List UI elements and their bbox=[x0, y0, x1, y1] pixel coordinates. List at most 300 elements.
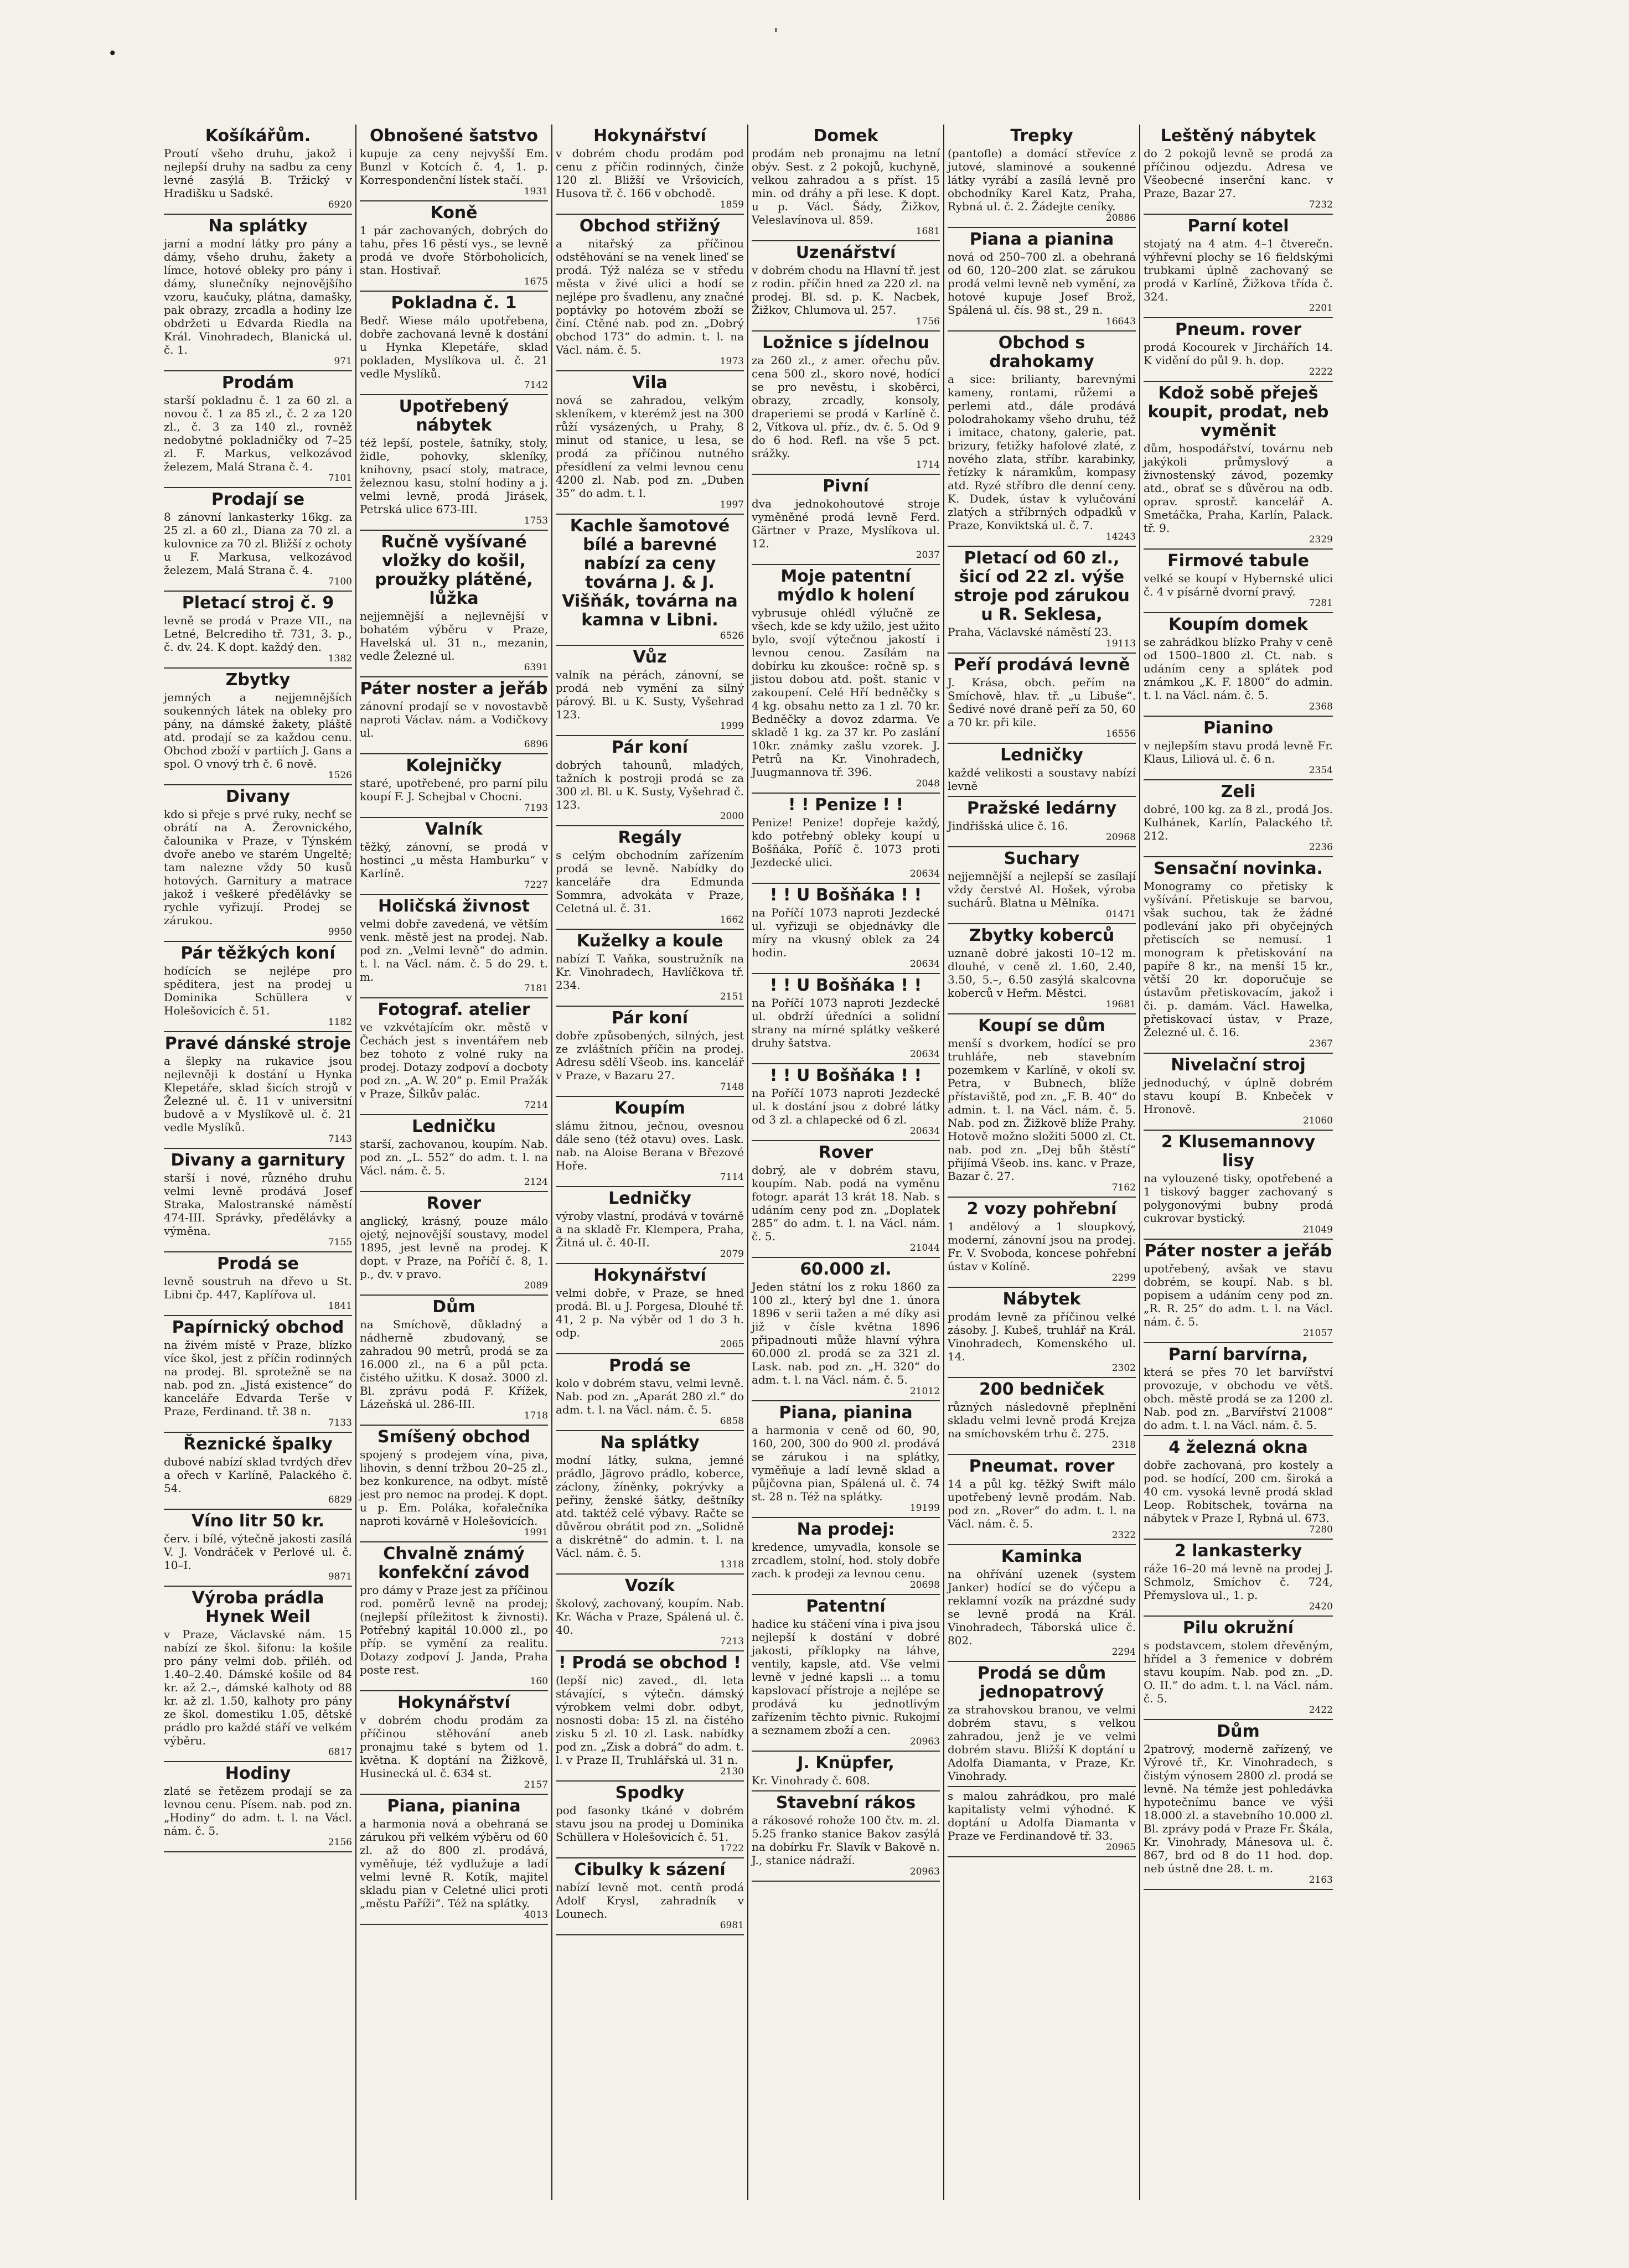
classified-ad bbox=[556, 1575, 744, 1651]
ad-number: 2354 bbox=[1309, 765, 1333, 776]
ad-body: slámu žitnou, ječnou, ovesnou dále seno (též otavu) oves. Lask. nab. na Aloise Berana v Březové Hoře. bbox=[556, 1119, 744, 1172]
ad-number: 6391 bbox=[524, 662, 548, 673]
ad-number: 2130 bbox=[720, 1766, 744, 1777]
ad-title: 200 bedniček bbox=[979, 1380, 1105, 1399]
ad-body: 1 pár zachovaných, dobrých do tahu, přes 16 pěstí vys., se levně prodá ve dvoře Störboholicích, stan. Hostivař. bbox=[360, 224, 548, 277]
ad-title: Pianino bbox=[1203, 718, 1274, 738]
ad-number: 7148 bbox=[720, 1081, 744, 1092]
classified-ad bbox=[164, 125, 352, 215]
ad-title: Obchod střižný bbox=[579, 216, 721, 236]
ad-title: 2 lankasterky bbox=[1174, 1541, 1302, 1561]
ad-title: Upotřebený nábytek bbox=[399, 397, 509, 435]
ad-number: 2299 bbox=[1111, 1272, 1136, 1283]
ad-number: 1675 bbox=[524, 276, 548, 287]
ad-title: Na splátky bbox=[208, 216, 308, 236]
classified-ad bbox=[556, 125, 744, 215]
ad-title: Víno litr 50 kr. bbox=[191, 1511, 325, 1531]
ad-columns bbox=[161, 125, 1533, 2200]
classified-ad bbox=[752, 1064, 940, 1141]
ad-title: Firmové tabule bbox=[1167, 551, 1309, 571]
ad-title: 60.000 zl. bbox=[800, 1260, 892, 1279]
classified-ad bbox=[948, 1455, 1136, 1545]
ad-number: 2422 bbox=[1309, 1705, 1333, 1716]
ad-body: na Smíchově, důkladný a nádherně zbudovaný, se zahradou 90 metrů, prodá se za 16.000 zl., na 6 a půl pcta. čistého užitku. K dosaž. 3000 zl. Bl. zprávu podá F. Křížek, Lázeňská ul. 286-III. bbox=[360, 1318, 548, 1411]
ad-title: Kdož sobě přeješ koupit, prodat, neb vyměnit bbox=[1147, 384, 1329, 441]
classified-ad bbox=[948, 1198, 1136, 1288]
classified-ad bbox=[1144, 550, 1333, 613]
ad-title: Prodá se dům jednopatrový bbox=[977, 1664, 1106, 1702]
ad-title: Prodají se bbox=[211, 490, 305, 509]
ad-number: 2236 bbox=[1309, 842, 1333, 853]
classified-ad bbox=[1144, 780, 1333, 857]
ad-body: (pantofle) a domácí střevíce z jutové, slaminové a soukenné látky vyrábí a zasílá levně pro obchodníky Karel Katz, Praha, Rybná ul. č. 2. Žádejte ceníky. bbox=[948, 147, 1136, 213]
ad-body: ráže 16–20 má levně na prodej J. Schmolz, Smíchov č. 724, Přemyslova ul., 1. p. bbox=[1144, 1562, 1333, 1602]
classified-ad bbox=[164, 785, 352, 942]
classified-ad bbox=[556, 1007, 744, 1097]
ad-number: 7213 bbox=[720, 1636, 744, 1647]
ad-body: dobré, 100 kg. za 8 zl., prodá Jos. Kulhánek, Karlín, Palackého tř. 212. bbox=[1144, 802, 1333, 842]
classified-ad bbox=[752, 884, 940, 974]
classified-ad bbox=[1144, 857, 1333, 1054]
ad-body: levně soustruh na dřevo u St. Libni čp. 447, Kaplířova ul. bbox=[164, 1275, 352, 1301]
ad-body: zlaté se řetězem prodají se za levnou cenu. Písem. nab. pod zn. „Hodiny“ do adm. t. l. na Václ. nám. č. 5. bbox=[164, 1784, 352, 1837]
ad-title: ! ! U Bošňáka ! ! bbox=[769, 1066, 922, 1085]
ad-body: různých následovně přeplnění skladu velmi levně prodá Krejza na smíchovském trhu č. 275. bbox=[948, 1400, 1136, 1440]
ad-number: 2163 bbox=[1309, 1875, 1333, 1886]
ad-number: 7227 bbox=[524, 879, 548, 890]
classified-ad bbox=[948, 847, 1136, 924]
ad-body: za 260 zl., z amer. ořechu pův. cena 500 zl., skoro nové, hodící se pro nevěstu, i skoběrci, obrazy, zrcadly, konsoly, draperiemi se prodá v Karlíně č. 2, Vítkova ul. příz., dv. č. 5. Od 9 do 6 hod. Refl. na vše 5 pct. srážky. bbox=[752, 354, 940, 460]
ad-number: 6896 bbox=[524, 739, 548, 750]
ad-number: 2037 bbox=[916, 550, 940, 561]
ad-number: 20886 bbox=[1105, 213, 1136, 224]
classified-ad bbox=[752, 1791, 940, 1882]
ad-body: pro dámy v Praze jest za příčinou rod. poměrů levně na prodej; (nejlepší příležitost k živnosti). Potřebný kapitál 10.000 zl., po příp. se vymění za realitu. Dotazy zodpoví J. Janda, Praha poste rest. bbox=[360, 1583, 548, 1676]
ad-body: a harmonia v ceně od 60, 90, 160, 200, 300 do 900 zl. prodává se zárukou i na splátky, vyměňuje a ladí levně sklad a půjčovna pian, Spálená ul. č. 74 st. 28 n. Též na splátky. bbox=[752, 1423, 940, 1503]
ad-body: starší i nové, různého druhu velmi levně prodává Josef Straka, Malostranské náměstí 474-III. Správky, předělávky a výměna. bbox=[164, 1171, 352, 1237]
ad-title: Patentní bbox=[806, 1597, 886, 1616]
ad-number: 6981 bbox=[720, 1920, 744, 1931]
ad-number: 2000 bbox=[720, 811, 744, 822]
classified-ad bbox=[556, 736, 744, 826]
ad-body: a sice: brilianty, barevnými kameny, rontami, růžemi a perlemi atd., dále prodává polodrahokamy všeho druhu, též i imitace, chatony, galerie, pat. brizury, fetižky hafolové zlaté, z nového zlata, stříbr. karabinky, řetízky k náramkům, kompasy atd. Ryzé stříbro dle denní ceny. K. Dudek, ústav k vylučování zlatých a stříbrných odpadků v Praze, Konviktská ul. č. 7. bbox=[948, 372, 1136, 532]
classified-ad bbox=[1144, 1240, 1333, 1343]
ad-body: valník na pérách, zánovní, se prodá neb vymění za silný párový. Bl. u K. Susty, Vyšehrad 123. bbox=[556, 668, 744, 721]
classified-ad bbox=[1144, 1720, 1333, 1890]
classified-ad bbox=[1144, 1054, 1333, 1131]
ad-number: 2048 bbox=[916, 778, 940, 789]
ad-title: Trepky bbox=[1010, 126, 1073, 146]
ad-title: Výroba prádla Hynek Weil bbox=[192, 1588, 324, 1627]
ad-body: dům, hospodářství, továrnu neb jakýkoli průmyslový a živnostenský závod, pozemky atd., obrať se s důvěrou na odb. oprav. sprostř. kancelář A. Smetáčka, Praha, Karlín, Palack. tř. 9. bbox=[1144, 442, 1333, 535]
classified-ad bbox=[164, 669, 352, 785]
ad-body: červ. i bílé, výtečně jakosti zasílá V. J. Vondráček v Perlové ul. č. 10–I. bbox=[164, 1532, 352, 1572]
ad-title: Pražské ledárny bbox=[966, 799, 1117, 818]
ad-column bbox=[944, 125, 1140, 2200]
ad-title: Rover bbox=[426, 1194, 482, 1213]
ad-title: Obnošené šatstvo bbox=[369, 126, 539, 146]
ad-number: 4013 bbox=[524, 1909, 548, 1920]
ad-title: Dům bbox=[432, 1297, 475, 1317]
ad-number: 20634 bbox=[909, 959, 940, 970]
ad-body: jarní a modní látky pro pány a dámy, všeho druhu, žakety a límce, hotové obleky pro pány i dámy, slunečníky nejnovějšího vzoru, kaučuky, plátna, damašky, pak obrazy, zrcadla a hodiny lze obdržeti u Edvarda Riedla na Král. Vinohradech, Blanická ul. č. 1. bbox=[164, 237, 352, 356]
ad-body: na Poříčí 1073 naproti Jezdecké ul. obdrží úředníci a solidní strany na mírné splátky veškeré druhy šatstva. bbox=[752, 996, 940, 1049]
ad-number: 971 bbox=[334, 356, 352, 367]
ad-number: 1991 bbox=[524, 1527, 548, 1538]
ad-body: na ohřívání uzenek (system Janker) hodící se do výčepu a reklamní vozík na prázdné sudy se levně prodá na Král. Vinohradech, Táborská ulice č. 802. bbox=[948, 1567, 1136, 1647]
classified-ad bbox=[948, 924, 1136, 1014]
classified-ad bbox=[1144, 125, 1333, 215]
classified-ad bbox=[360, 1691, 548, 1795]
ad-title: Kuželky a koule bbox=[576, 931, 723, 951]
ad-body: levně se prodá v Praze VII., na Letné, Belcrediho tř. 731, 3. p., č. dv. 24. K dopt. každý den. bbox=[164, 614, 352, 654]
ad-body: anglický, krásný, pouze málo ojetý, nejnovější soustavy, model 1895, jest levně na prodej. K dopt. v Praze, na Poříčí č. 8, 1. p., dv. v pravo. bbox=[360, 1214, 548, 1281]
classified-ad bbox=[948, 547, 1136, 654]
ad-number: 20634 bbox=[909, 1126, 940, 1137]
ad-body: prodám neb pronajmu na letní obýv. Sest. z 2 pokojů, kuchyně, velkou zahradou a s příst. 15 min. od dráhy a při lese. K dopt. u p. Václ. Šády, Žižkov, Veleslavínova ul. 859. bbox=[752, 147, 940, 226]
ad-title: Moje patentní mýdlo k holení bbox=[777, 567, 915, 605]
ad-title: Suchary bbox=[1004, 849, 1080, 868]
ad-body: velmi dobře zavedená, ve větším venk. městě jest na prodej. Nab. pod zn. „Velmi levně“ do admin. t. l. na Václ. nám. č. 5 do 29. t. m. bbox=[360, 917, 548, 983]
classified-ad bbox=[360, 1192, 548, 1296]
ad-body: a nitařský za příčinou odstěhování se na venek lineď se prodá. Týž naléza se v středu města v živé ulici a hodí se nejlépe pro švadlenu, any značné poptávky po hotovém zboží se činí. Ctěné nab. pod zn. „Dobrý obchod 173“ do admin. t. l. na Václ. nám. č. 5. bbox=[556, 237, 744, 356]
classified-ad bbox=[556, 646, 744, 736]
ad-title: Sensační novinka. bbox=[1153, 859, 1323, 878]
classified-ad bbox=[948, 1014, 1136, 1198]
classified-ad bbox=[1144, 1436, 1333, 1540]
ad-body: 2patrový, moderně zařízený, ve Výrové tř., Kr. Vinohradech, s čistým výnosem 2800 zl. prodá se levně. Na témže jest pohledávka hypotečnímu bance ve výši 18.000 zl. a stavebního 10.000 zl. Bl. zprávy podá v Praze Fr. Škála, Kr. Vinohrady, Mánesova ul. č. 867, brd od 8 do 11 hod. dop. neb ústně dne 28. t. m. bbox=[1144, 1742, 1333, 1875]
ad-number: 19681 bbox=[1105, 999, 1136, 1010]
classified-ad bbox=[556, 1651, 744, 1782]
ad-title: Prodá se bbox=[609, 1356, 691, 1375]
classified-ad bbox=[556, 515, 744, 646]
classified-ad bbox=[752, 125, 940, 241]
ad-column bbox=[161, 125, 356, 2200]
ad-title: Piana a pianina bbox=[969, 230, 1114, 249]
ad-body: 1 andělový a 1 sloupkový, moderní, zánovní jsou na prodej. Fr. V. Svoboda, koncese pohřební ústav v Kolíně. bbox=[948, 1220, 1136, 1273]
ad-number: 7232 bbox=[1309, 199, 1333, 210]
ad-number: 7280 bbox=[1309, 1524, 1333, 1535]
classified-ad bbox=[752, 1752, 940, 1791]
ad-body: hadice ku stáčení vína i piva jsou nejlepší k dostání v dobré jakosti, příklopky na láhve, ventily, kapsle, atd. Vše velmi levně v jedné kapsli ... a tomu kapslovací přístroje a nejlépe se prodává ku jednotlivým zařízením těchto pivnic. Rukojmí a seznamem zboží a cen. bbox=[752, 1617, 940, 1737]
classified-ad bbox=[556, 930, 744, 1007]
ad-title: Pár koní bbox=[611, 738, 689, 757]
ad-body: 8 zánovní lankasterky 16kg. za 25 zl. a 60 zl., Diana za 70 zl. a kulovnice za 70 zl. Bližší z ochoty u F. Markusa, velkozávod železem, Malá Strana č. 4. bbox=[164, 510, 352, 577]
ad-title: ! ! U Bošňáka ! ! bbox=[769, 886, 922, 905]
ad-number: 2329 bbox=[1309, 534, 1333, 545]
ad-number: 2322 bbox=[1111, 1530, 1136, 1541]
ad-number: 14243 bbox=[1105, 531, 1136, 542]
classified-ad bbox=[948, 125, 1136, 228]
ad-body: stojatý na 4 atm. 4–1 čtverečn. výhřevní plochy se 16 fieldskými trubkami úplně zachovaný se prodá v Karlíně, Žižkova třída č. 324. bbox=[1144, 237, 1333, 303]
ad-title: Hokynářství bbox=[593, 126, 706, 146]
ad-title: 4 železná okna bbox=[1168, 1438, 1308, 1457]
ad-number: 20634 bbox=[909, 868, 940, 879]
ad-body: Proutí všeho druhu, jakož i nejlepší druhy na sadbu za ceny levné zasýlá B. Tržický v Hradišku u Sadské. bbox=[164, 147, 352, 200]
classified-ad bbox=[1144, 1131, 1333, 1240]
ad-title: Ledničky bbox=[1000, 745, 1083, 765]
ad-number: 2368 bbox=[1309, 701, 1333, 712]
ad-title: Piana, pianina bbox=[387, 1796, 521, 1816]
classified-ad bbox=[164, 215, 352, 371]
ad-number: 6920 bbox=[328, 199, 352, 210]
classified-ad bbox=[752, 794, 940, 884]
ad-title: Regály bbox=[618, 828, 682, 847]
ad-number: 20963 bbox=[909, 1736, 940, 1747]
classified-ad bbox=[360, 677, 548, 754]
ad-number: 2318 bbox=[1111, 1439, 1136, 1451]
ad-number: 20965 bbox=[1105, 1842, 1136, 1853]
ad-number: 2151 bbox=[720, 991, 744, 1002]
ad-body: nejjemnější a nejlevnější v bohatém výběru v Praze, Havelská ul. 31 n., mezanin, vedle Železné ul. bbox=[360, 609, 548, 662]
ad-title: Pivní bbox=[823, 477, 869, 496]
ad-title: J. Knüpfer, bbox=[797, 1753, 894, 1773]
ad-body: nabízí T. Vaňka, soustružník na Kr. Vinohradech, Havlíčkova tř. 234. bbox=[556, 952, 744, 992]
classified-ad bbox=[556, 826, 744, 930]
ad-title: Ledničku bbox=[412, 1117, 496, 1136]
ad-body: spojený s prodejem vína, piva, lihovin, s denní tržbou 20–25 zl., bez konkurence, na odbyt. místě jest pro nemoc na prodej. K dopt. u p. Em. Poláka, kořalečníka naproti kovárně v Holešovicích. bbox=[360, 1448, 548, 1527]
ad-title: Fotograf. atelier bbox=[377, 1000, 530, 1019]
classified-ad bbox=[164, 592, 352, 669]
ad-title: Chvalně známý konfekční závod bbox=[378, 1544, 530, 1582]
classified-ad bbox=[948, 797, 1136, 847]
ad-number: 9950 bbox=[328, 926, 352, 938]
classified-ad bbox=[948, 1545, 1136, 1662]
ad-title: Holičská živnost bbox=[377, 897, 530, 916]
classified-ad bbox=[1144, 1617, 1333, 1720]
classified-ad bbox=[556, 1097, 744, 1187]
ad-title: Pokladna č. 1 bbox=[391, 293, 517, 313]
ad-title: Kaminka bbox=[1001, 1547, 1083, 1566]
classified-ad bbox=[164, 1510, 352, 1587]
classified-ad bbox=[164, 488, 352, 592]
ad-body: kolo v dobrém stavu, velmi levně. Nab. pod zn. „Aparát 280 zl.“ do adm. t. l. na Václ. nám. č. 5. bbox=[556, 1376, 744, 1416]
classified-ad bbox=[164, 371, 352, 488]
ad-title: Na prodej: bbox=[797, 1520, 895, 1539]
ad-number: 19199 bbox=[909, 1503, 940, 1514]
ad-title: Divany bbox=[226, 787, 290, 806]
classified-ad bbox=[360, 895, 548, 998]
ad-title: Cibulky k sázení bbox=[574, 1860, 726, 1879]
classified-ad bbox=[164, 942, 352, 1032]
ad-number: 21049 bbox=[1302, 1224, 1333, 1235]
ad-title: Ložnice s jídelnou bbox=[762, 333, 929, 353]
ad-number: 20968 bbox=[1105, 832, 1136, 843]
classified-ad bbox=[752, 1595, 940, 1752]
classified-ad bbox=[360, 754, 548, 818]
page-dot-mark: • bbox=[108, 44, 117, 63]
ad-title: Hokynářství bbox=[397, 1693, 510, 1712]
page-tick-mark: ' bbox=[774, 25, 778, 43]
ad-title: Koupím bbox=[614, 1099, 685, 1118]
ad-number: 2222 bbox=[1309, 366, 1333, 377]
ad-number: 7193 bbox=[524, 802, 548, 814]
ad-number: 1318 bbox=[720, 1559, 744, 1570]
ad-number: 1841 bbox=[328, 1301, 352, 1312]
ad-body: uznaně dobré jakosti 10–12 m. dlouhé, v ceně zl. 1.60, 2.40, 3.50, 5.–, 6.50 zasýlá skalcovna koberců v Heřm. Městci. bbox=[948, 946, 1136, 1000]
ad-body: dobrý, ale v dobrém stavu, koupím. Nab. podá na vyměnu fotogr. aparát 13 krát 18. Nab. s udáním ceny pod zn. „Doplatek 285“ do adm. t. l. na Václ. nám. č. 5. bbox=[752, 1163, 940, 1243]
ad-number: 7155 bbox=[328, 1237, 352, 1248]
ad-title: Řeznické špalky bbox=[183, 1435, 333, 1454]
ad-body: a šlepky na rukavice jsou nejlevněji k dostání u Hynka Klepetáře, sklad šicích strojů v Železné ul. č. 11 v universitní budově a v Myslíkově ul. č. 21 vedle Myslíků. bbox=[164, 1054, 352, 1134]
ad-title: Spodky bbox=[615, 1783, 685, 1803]
classified-ad bbox=[948, 1288, 1136, 1378]
classified-ad bbox=[948, 1787, 1136, 1857]
ad-body: nabízí levně mot. centň prodá Adolf Krysl, zahradník v Lounech. bbox=[556, 1881, 744, 1920]
classified-ad bbox=[360, 201, 548, 292]
classified-ad bbox=[752, 1401, 940, 1518]
classified-ad bbox=[1144, 717, 1333, 780]
ad-title: Pár těžkých koní bbox=[180, 944, 335, 963]
classified-ad bbox=[752, 475, 940, 565]
ad-number: 7100 bbox=[328, 576, 352, 587]
ad-title: Peří prodává levně bbox=[953, 655, 1130, 675]
ad-body: v dobrém chodu prodám pod cenu z příčin rodinných, činže 120 zl. Bližší ve Vršovicích, Husova tř. č. 166 v obchodě. bbox=[556, 147, 744, 200]
ad-body: těžký, zánovní, se prodá v hostinci „u města Hamburku“ v Karlíně. bbox=[360, 840, 548, 880]
ad-title: Dům bbox=[1217, 1722, 1260, 1741]
classified-ad bbox=[752, 1141, 940, 1258]
ad-title: Stavební rákos bbox=[775, 1793, 916, 1813]
ad-number: 20698 bbox=[909, 1580, 940, 1591]
ad-number: 1756 bbox=[916, 316, 940, 327]
ad-title: Zbytky bbox=[225, 670, 291, 690]
classified-ad bbox=[752, 974, 940, 1064]
ad-body: Jeden státní los z roku 1860 za 100 zl., který byl dne 1. února 1896 v serii tažen a mé díky asi již v čísle května 1896 připadnouti může hlavní výhra 60.000 zl. prodá se za 321 zl. Lask. nab. pod zn. „H. 320“ do adm. t. l. na Václ. nám. č. 5. bbox=[752, 1280, 940, 1386]
ad-body: pod fasonky tkáné v dobrém stavu jsou na prodej u Dominika Schüllera v Holešovicích č. 51. bbox=[556, 1804, 744, 1844]
ad-body: 14 a půl kg. těžký Swift málo upotřebený levně prodám. Nab. pod zn. „Rover“ do adm. t. l. na Václ. nám. č. 5. bbox=[948, 1477, 1136, 1530]
ad-title: Leštěný nábytek bbox=[1160, 126, 1316, 146]
ad-body: na vylouzené tisky, opotřebené a 1 tiskový bagger zachovaný s polygonovými bubny prodá cukrovar bystický. bbox=[1144, 1172, 1333, 1225]
classified-ad bbox=[752, 241, 940, 332]
ad-title: Zeli bbox=[1221, 782, 1256, 801]
ad-title: Uzenářství bbox=[795, 243, 896, 262]
ad-number: 7281 bbox=[1309, 598, 1333, 609]
ad-body: zánovní prodají se v novostavbě naproti Václav. nám. a Vodičkovy ul. bbox=[360, 700, 548, 739]
ad-body: dubové nabízí sklad tvrdých dřev a ořech v Karlíně, Palackého č. 54. bbox=[164, 1455, 352, 1495]
ad-title: Divany a garnitury bbox=[170, 1151, 345, 1170]
ad-title: Kolejničky bbox=[406, 756, 502, 775]
ad-body: Penize! Penize! dopřeje každý, kdo potřebný obleky koupí u Bošňáka, Poříč č. 1073 proti Jezdecké ulici. bbox=[752, 816, 940, 869]
ad-number: 1681 bbox=[916, 226, 940, 237]
ad-number: 1931 bbox=[524, 186, 548, 197]
ad-body: dobře zachovaná, pro kostely a pod. se hodící, 200 cm. široká a 40 cm. vysoká levně prodá sklad Leop. Robitschek, továrna na nábytek v Praze I, Rybná ul. 673. bbox=[1144, 1458, 1333, 1525]
ad-title: Košíkářům. bbox=[205, 126, 311, 146]
classified-ad bbox=[360, 1795, 548, 1925]
ad-title: Pneumat. rover bbox=[969, 1457, 1115, 1476]
ad-body: nová od 250–700 zl. a obehraná od 60, 120–200 zlat. se zárukou prodá velmi levně neb vymění, za hotové kupuje Josef Brož, Spálená ul. čís. 98 st., 29 n. bbox=[948, 250, 1136, 317]
ad-body: dobře způsobených, silných, jest ze zvláštních příčin na prodej. Adresu sdělí Všeob. ins. kancelář v Praze, v Bazaru 27. bbox=[556, 1029, 744, 1082]
ad-number: 1753 bbox=[524, 515, 548, 526]
ad-number: 19113 bbox=[1105, 638, 1136, 649]
classified-ad bbox=[948, 228, 1136, 332]
ad-column bbox=[356, 125, 552, 2200]
ad-number: 2089 bbox=[524, 1280, 548, 1291]
ad-number: 1999 bbox=[720, 721, 744, 732]
ad-title: Vozík bbox=[625, 1576, 675, 1596]
classified-ad bbox=[360, 1115, 548, 1192]
classified-ad bbox=[1144, 1540, 1333, 1617]
classified-ad bbox=[556, 215, 744, 371]
ad-body: nová se zahradou, velkým skleníkem, v kterémž jest na 300 růží vysázených, u Prahy, 8 minut od stanice, u lesa, se prodá za příčinou nutného přesídlení za velmi levnou cenu 4200 zl. Nab. pod zn. „Duben 35“ do adm. t. l. bbox=[556, 393, 744, 500]
ad-title: Pneum. rover bbox=[1175, 320, 1302, 339]
ad-body: prodám levně za příčinou velké zásoby. J. Kubeš, truhlář na Král. Vinohradech, Komenského ul. 14. bbox=[948, 1310, 1136, 1363]
classified-ad bbox=[948, 332, 1136, 547]
ad-title: Pravé dánské stroje bbox=[164, 1034, 351, 1053]
ad-body: a rákosové rohože 100 čtv. m. zl. 5.25 franko stanice Bakov zasýlá na dobírku Fr. Slavík v Bakově n. J., stanice nádraží. bbox=[752, 1814, 940, 1867]
ad-title: Parní kotel bbox=[1187, 216, 1289, 236]
ad-body: na Poříčí 1073 naproti Jezdecké ul. k dostání jsou z dobré látky od 3 zl. a chlapecké od 6 zl. bbox=[752, 1086, 940, 1126]
classified-ad bbox=[752, 565, 940, 794]
ad-column bbox=[552, 125, 748, 2200]
ad-number: 2065 bbox=[720, 1339, 744, 1350]
ad-title: ! ! U Bošňáka ! ! bbox=[769, 976, 922, 995]
ad-body: každé velikosti a soustavy nabízí levně bbox=[948, 766, 1136, 793]
ad-title: Pletací stroj č. 9 bbox=[182, 593, 334, 613]
ad-body: též lepší, postele, šatníky, stoly, židle, pohovky, skleníky, knihovny, psací stoly, matrace, železnou kasu, stolní hodiny a j. velmi levně, prodá Jirásek, Petrská ulice 673-III. bbox=[360, 436, 548, 516]
ad-title: Parní barvírna, bbox=[1168, 1345, 1309, 1364]
ad-title: Rover bbox=[818, 1143, 873, 1162]
ad-column bbox=[748, 125, 944, 2200]
ad-body: v dobrém chodu na Hlavní tř. jest z rodin. příčin hned za 220 zl. na prodej. Bl. sd. p. K. Nacbek, Žižkov, Chlumova ul. 257. bbox=[752, 263, 940, 317]
classified-ad bbox=[164, 1032, 352, 1149]
ad-number: 2124 bbox=[524, 1177, 548, 1188]
classified-ad bbox=[556, 1264, 744, 1354]
ad-number: 2302 bbox=[1111, 1363, 1136, 1374]
ad-body: za strahovskou branou, ve velmi dobrém stavu, s velkou zahradou, jenž je ve velmi dobrém stavu. Bližší K doptání u Adolfa Diamanta, v Praze, Kr. Vinohrady. bbox=[948, 1703, 1136, 1783]
ad-body: vybrusuje ohlédl výlučně ze všech, kde se kdy užilo, jest užito bylo, svojí výtečnou jakostí i levnou cenou. Zasílám na dobírku ku zkoušce: ročně sp. s jistou dobou atd. pošt. stanic v zakoupení. Celé Hří bedněčky s 4 kg. obsahu netto za 1 zl. 70 kr. Bedněčky a dovoz zdarma. Ve skladě 1 kg. za 37 kr. Po zaslání 10kr. známky zašlu vzorek. J. Petrů na Kr. Vinohradech, Juugmannova tř. 396. bbox=[752, 606, 940, 779]
ad-title: Valník bbox=[425, 820, 483, 839]
ad-body: jemných a nejjemnějších soukenných látek na obleky pro pány, na dámské žakety, pláště atd. prodají se za každou cenu. Obchod zboží v partiích J. Gans a spol. O vnový trh č. 6 nově. bbox=[164, 691, 352, 770]
ad-number: 7142 bbox=[524, 380, 548, 391]
ad-number: 2201 bbox=[1309, 303, 1333, 314]
ad-body: J. Krása, obch. peřím na Smíchově, hlav. tř. „u Libuše“. Šedivé nové draně peří za 50, 60 a 70 kr. při kile. bbox=[948, 676, 1136, 729]
classified-ad bbox=[948, 744, 1136, 797]
ad-body: dobrých tahounů, mladých, tažních k postroji prodá se za 300 zl. Bl. u K. Susty, Vyšehrad č. 123. bbox=[556, 758, 744, 811]
ad-title: ! Prodá se obchod ! bbox=[558, 1653, 741, 1672]
ad-title: Hodiny bbox=[225, 1764, 291, 1783]
classified-ad bbox=[164, 1433, 352, 1510]
ad-title: Koupím domek bbox=[1168, 615, 1308, 634]
ad-number: 2420 bbox=[1309, 1601, 1333, 1612]
ad-body: Bedř. Wiese málo upotřebena, dobře zachovaná levně k dostání u Hynka Klepetáře, sklad pokladen, Myslíkova ul. č. 21 vedle Myslíků. bbox=[360, 314, 548, 380]
ad-body: a harmonia nová a obehraná se zárukou při velkém výběru od 60 zl. až do 800 zl. prodává, vyměňuje, též vydlužuje a ladí velmi levně R. Kotík, majitel skladu pian v Celetné ulici proti „městu Paříži“. Též na splátky. bbox=[360, 1817, 548, 1910]
ad-title: Prodám bbox=[221, 373, 294, 392]
classified-ad bbox=[164, 1149, 352, 1252]
ad-title: Nivelační stroj bbox=[1171, 1055, 1306, 1075]
ad-body: velmi dobře, v Praze, se hned prodá. Bl. u J. Porgesa, Dlouhé tř. 41, 2 p. Na výběr od 1 do 3 h. odp. bbox=[556, 1286, 744, 1339]
classified-ad bbox=[556, 1354, 744, 1431]
ad-body: Monogramy co přetisky k vyšívání. Přetiskuje se barvou, však suchou, tak že žádné podlevání jako při obyčejných přetiscích se nemusí. 1 monogram k přetiskování na papíře 8 kr., na menší 15 kr., větší 20 kr. doporučuje se ústavům přetiskovacím, jakož i či. p. damám. Václ. Hawelka, přetiskovací ústav, v Praze, Železné ul. č. 16. bbox=[1144, 879, 1333, 1039]
classified-ad bbox=[164, 1762, 352, 1852]
ad-number: 16643 bbox=[1105, 316, 1136, 327]
classified-ad bbox=[948, 1662, 1136, 1787]
classified-ad bbox=[948, 1378, 1136, 1455]
ad-number: 7143 bbox=[328, 1133, 352, 1145]
classified-ad bbox=[556, 1187, 744, 1264]
ad-number: 21044 bbox=[909, 1242, 940, 1254]
ad-number: 7214 bbox=[524, 1100, 548, 1111]
ad-body: velké se koupí v Hybernské ulici č. 4 v písárně dvorní pravý. bbox=[1144, 572, 1333, 598]
ad-number: 1714 bbox=[916, 459, 940, 470]
ad-body: prodá Kocourek v Jirchářích 14. K vidění do půl 9. h. dop. bbox=[1144, 340, 1333, 367]
classified-ad bbox=[360, 1426, 548, 1542]
ad-number: 7114 bbox=[720, 1172, 744, 1183]
ad-title: Prodá se bbox=[217, 1254, 299, 1273]
ad-number: 7162 bbox=[1111, 1182, 1136, 1193]
ad-number: 1526 bbox=[328, 770, 352, 781]
ad-body: jednoduchý, v úplně dobrém stavu koupí B. Knbeček v Hronově. bbox=[1144, 1076, 1333, 1116]
classified-ad bbox=[1144, 1343, 1333, 1436]
